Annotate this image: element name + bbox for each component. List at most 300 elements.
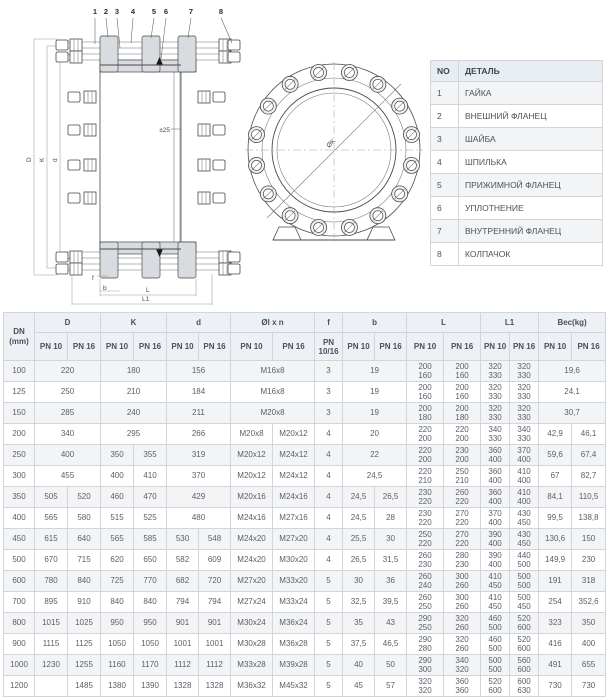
header-row-groups — [4, 313, 606, 333]
table-cell: 500 450 — [510, 592, 539, 613]
table-cell: 615 — [35, 529, 68, 550]
table-row — [4, 571, 606, 592]
table-cell: 40 — [343, 655, 375, 676]
table-cell: 24,5 — [343, 508, 375, 529]
table-cell: 200 180 — [407, 403, 444, 424]
side-view-drawing — [4, 2, 242, 310]
table-cell: 582 — [167, 550, 199, 571]
table-cell: 480 — [167, 508, 231, 529]
table-cell: 840 — [134, 592, 167, 613]
header-row-pn — [4, 333, 606, 361]
pn-subheader: PN 16 — [68, 333, 101, 361]
bolt-circle-label: ØK — [325, 137, 338, 150]
table-cell: 794 — [167, 592, 199, 613]
table-cell: 352,6 — [572, 592, 606, 613]
pn-subheader: PN 16 — [572, 333, 606, 361]
table-row — [4, 508, 606, 529]
table-cell: 525 — [134, 508, 167, 529]
table-cell: 285 — [35, 403, 101, 424]
pn-subheader: PN 16 — [273, 333, 315, 361]
table-cell: 220 — [35, 361, 101, 382]
top-flange-assembly — [62, 36, 234, 72]
column-header: Вес(kg) — [539, 313, 606, 333]
table-cell: 460 — [101, 487, 134, 508]
table-cell: 36 — [375, 571, 407, 592]
table-cell: 500 — [4, 550, 35, 571]
table-cell: M36x24 — [273, 613, 315, 634]
table-cell: 500 500 — [481, 655, 510, 676]
table-cell: 254 — [539, 592, 572, 613]
table-cell: 585 — [134, 529, 167, 550]
table-cell: 82,7 — [572, 466, 606, 487]
table-cell: M24x16 — [231, 508, 273, 529]
pn-subheader: PN 10 — [167, 333, 199, 361]
pn-subheader: PN 16 — [444, 333, 481, 361]
table-cell: 149,9 — [539, 550, 572, 571]
table-cell: 360 400 — [481, 466, 510, 487]
table-cell: M16x8 — [231, 382, 315, 403]
table-cell: 340 330 — [510, 424, 539, 445]
part-number: 3 — [431, 128, 459, 151]
table-cell: 180 — [101, 361, 167, 382]
table-cell: 410 400 — [510, 487, 539, 508]
table-cell: 130,6 — [539, 529, 572, 550]
table-cell: 600 630 — [510, 676, 539, 697]
table-cell: 730 — [539, 676, 572, 697]
table-cell: 470 — [134, 487, 167, 508]
table-cell: 901 — [167, 613, 199, 634]
table-row — [4, 361, 606, 382]
table-cell: 491 — [539, 655, 572, 676]
table-cell: 200 180 — [444, 403, 481, 424]
table-cell: 1125 — [68, 634, 101, 655]
table-cell: 200 — [4, 424, 35, 445]
table-cell: 26,5 — [375, 487, 407, 508]
dim-label-d: d — [52, 158, 59, 162]
part-number: 2 — [431, 105, 459, 128]
table-cell: 450 — [4, 529, 35, 550]
table-cell: 211 — [167, 403, 231, 424]
table-cell: 26,5 — [343, 550, 375, 571]
table-cell: 1050 — [134, 634, 167, 655]
dim-label-L: L — [146, 287, 150, 294]
table-cell: 320 320 — [407, 676, 444, 697]
table-cell: 350 — [572, 613, 606, 634]
front-view-drawing — [243, 60, 427, 244]
table-cell: 560 600 — [510, 655, 539, 676]
parts-row — [431, 220, 603, 243]
table-cell: 430 450 — [510, 508, 539, 529]
table-cell: 320 260 — [444, 613, 481, 634]
table-row — [4, 550, 606, 571]
table-cell: 370 400 — [510, 445, 539, 466]
part-number: 4 — [431, 151, 459, 174]
table-cell: 220 200 — [407, 424, 444, 445]
table-row — [4, 634, 606, 655]
table-cell: 1001 — [199, 634, 231, 655]
table-cell: 410 400 — [510, 466, 539, 487]
table-cell: 35 — [343, 613, 375, 634]
table-cell: 370 — [167, 466, 231, 487]
table-cell: 400 — [35, 445, 101, 466]
table-cell: 390 400 — [481, 550, 510, 571]
part-name: ПРИЖИМНОЙ ФЛАНЕЦ — [459, 174, 603, 197]
table-cell: 67,4 — [572, 445, 606, 466]
table-cell: M45x32 — [273, 676, 315, 697]
table-cell: 125 — [4, 382, 35, 403]
table-cell: M33x20 — [273, 571, 315, 592]
table-cell: 200 160 — [444, 361, 481, 382]
table-cell: 682 — [167, 571, 199, 592]
table-cell: 4 — [315, 529, 343, 550]
table-cell: 50 — [375, 655, 407, 676]
pressure-flange — [142, 242, 160, 278]
pn-subheader: PN 16 — [375, 333, 407, 361]
column-header: Øl x n — [231, 313, 315, 333]
table-cell: 3 — [315, 361, 343, 382]
pn-subheader: PN 10 — [407, 333, 444, 361]
table-cell: M20x8 — [231, 403, 315, 424]
table-cell: 100 — [4, 361, 35, 382]
table-cell: 30 — [375, 529, 407, 550]
table-cell: 1050 — [101, 634, 134, 655]
table-cell: 200 160 — [407, 382, 444, 403]
table-cell: 390 400 — [481, 529, 510, 550]
table-row — [4, 613, 606, 634]
table-cell: 4 — [315, 424, 343, 445]
column-header: f — [315, 313, 343, 333]
table-cell: 350 — [101, 445, 134, 466]
dim-label-b: b — [103, 285, 107, 292]
table-cell: 31,5 — [375, 550, 407, 571]
pressure-flange — [142, 36, 160, 72]
table-cell: 455 — [35, 466, 101, 487]
table-cell: 3 — [315, 403, 343, 424]
table-cell: 1230 — [35, 655, 68, 676]
table-cell: 5 — [315, 571, 343, 592]
table-cell: 1170 — [134, 655, 167, 676]
table-cell: 725 — [101, 571, 134, 592]
table-cell: 250 — [4, 445, 35, 466]
table-cell: 1255 — [68, 655, 101, 676]
table-cell: 1115 — [35, 634, 68, 655]
dim-label-L1: L1 — [142, 296, 150, 303]
table-cell: 901 — [199, 613, 231, 634]
table-cell: 5 — [315, 592, 343, 613]
table-cell: 950 — [134, 613, 167, 634]
gap-label: ±25 — [159, 127, 170, 134]
table-cell: 1015 — [35, 613, 68, 634]
callout-3: 3 — [114, 7, 120, 16]
column-header: DN (mm) — [4, 313, 35, 361]
table-cell: 290 300 — [407, 655, 444, 676]
table-cell: 290 250 — [407, 613, 444, 634]
table-row — [4, 529, 606, 550]
table-cell: M24x16 — [273, 487, 315, 508]
callout-7: 7 — [188, 7, 194, 16]
table-cell: 5 — [315, 676, 343, 697]
pn-subheader: PN 16 — [199, 333, 231, 361]
table-cell: M20x8 — [231, 424, 273, 445]
callout-4: 4 — [130, 7, 136, 16]
table-cell: 39,5 — [375, 592, 407, 613]
table-cell: 1200 — [4, 676, 35, 697]
table-cell: M16x8 — [231, 361, 315, 382]
callout-6: 6 — [163, 7, 169, 16]
table-cell: 250 220 — [407, 529, 444, 550]
table-cell: M24x12 — [273, 466, 315, 487]
table-cell: 300 — [4, 466, 35, 487]
table-cell: 24,5 — [343, 487, 375, 508]
table-cell: 4 — [315, 487, 343, 508]
table-cell: 565 — [35, 508, 68, 529]
parts-list-table — [430, 60, 603, 266]
table-cell: 320 330 — [510, 403, 539, 424]
table-cell: 250 — [35, 382, 101, 403]
table-cell: 640 — [68, 529, 101, 550]
table-cell: 138,8 — [572, 508, 606, 529]
table-cell: M36x32 — [231, 676, 273, 697]
table-cell: 1112 — [167, 655, 199, 676]
table-cell: M20x12 — [231, 466, 273, 487]
table-cell: 220 200 — [407, 445, 444, 466]
table-cell: 410 450 — [481, 592, 510, 613]
table-cell: 266 — [167, 424, 231, 445]
part-name: ВНУТРЕННИЙ ФЛАНЕЦ — [459, 220, 603, 243]
table-cell: 84,1 — [539, 487, 572, 508]
table-cell: M36x28 — [273, 634, 315, 655]
table-cell: M27x20 — [231, 571, 273, 592]
table-cell: 580 — [68, 508, 101, 529]
table-cell: 323 — [539, 613, 572, 634]
outer-flange — [100, 36, 118, 72]
part-name: УПЛОТНЕНИЕ — [459, 197, 603, 220]
table-cell: 670 — [35, 550, 68, 571]
table-cell: 220 210 — [407, 466, 444, 487]
table-cell: 5 — [315, 634, 343, 655]
table-cell: 1025 — [68, 613, 101, 634]
table-cell: 210 — [101, 382, 167, 403]
table-cell: 460 500 — [481, 613, 510, 634]
table-cell: 150 — [4, 403, 35, 424]
pn-subheader: PN 16 — [134, 333, 167, 361]
part-number: 6 — [431, 197, 459, 220]
table-cell: M20x12 — [231, 445, 273, 466]
table-cell: 350 — [4, 487, 35, 508]
table-cell: 355 — [134, 445, 167, 466]
table-cell: 1380 — [101, 676, 134, 697]
callout-5: 5 — [151, 7, 157, 16]
table-cell: 609 — [199, 550, 231, 571]
pn-subheader: PN 10 — [231, 333, 273, 361]
table-cell: 4 — [315, 466, 343, 487]
table-cell: 5 — [315, 613, 343, 634]
table-cell: 1160 — [101, 655, 134, 676]
table-cell: 400 — [101, 466, 134, 487]
table-cell: 320 260 — [444, 634, 481, 655]
column-header: D — [35, 313, 101, 333]
parts-header-no: NO — [431, 61, 459, 82]
parts-row — [431, 128, 603, 151]
pipe-body — [100, 65, 181, 249]
table-cell: 500 500 — [510, 571, 539, 592]
inner-flange — [178, 242, 196, 278]
table-cell: 800 — [4, 613, 35, 634]
table-cell: 156 — [167, 361, 231, 382]
table-cell: 20 — [343, 424, 407, 445]
table-cell: M30x28 — [231, 634, 273, 655]
part-number: 5 — [431, 174, 459, 197]
table-cell: 360 400 — [481, 445, 510, 466]
table-cell: 30,7 — [539, 403, 606, 424]
table-cell: M24x20 — [231, 529, 273, 550]
dimension-lines-bottom — [72, 274, 212, 305]
bottom-flange-assembly — [62, 242, 234, 278]
table-cell: 900 — [4, 634, 35, 655]
table-cell: 840 — [101, 592, 134, 613]
table-cell: 715 — [68, 550, 101, 571]
table-cell: 19 — [343, 361, 407, 382]
table-cell: 410 450 — [481, 571, 510, 592]
column-header: d — [167, 313, 231, 333]
table-row — [4, 445, 606, 466]
table-cell: 320 330 — [510, 382, 539, 403]
table-cell: 620 — [101, 550, 134, 571]
table-cell: 22 — [343, 445, 407, 466]
table-cell: M33x24 — [273, 592, 315, 613]
table-cell: 600 — [4, 571, 35, 592]
table-cell: 1000 — [4, 655, 35, 676]
table-cell: 260 230 — [407, 550, 444, 571]
table-cell: 184 — [167, 382, 231, 403]
table-cell: 548 — [199, 529, 231, 550]
table-cell: 230 220 — [407, 487, 444, 508]
table-cell: 1485 — [68, 676, 101, 697]
dim-label-D: D — [26, 157, 33, 162]
table-cell: 25,5 — [343, 529, 375, 550]
table-row — [4, 592, 606, 613]
table-cell: 32,5 — [343, 592, 375, 613]
table-cell: 320 330 — [481, 361, 510, 382]
table-cell: 42,9 — [539, 424, 572, 445]
table-row — [4, 403, 606, 424]
table-cell: 515 — [101, 508, 134, 529]
table-cell: 200 160 — [444, 382, 481, 403]
table-cell: 1001 — [167, 634, 199, 655]
table-cell: 650 — [134, 550, 167, 571]
part-name: КОЛПАЧОК — [459, 243, 603, 266]
table-cell: 320 330 — [510, 361, 539, 382]
table-cell: 24,5 — [343, 466, 407, 487]
table-cell: 280 230 — [444, 550, 481, 571]
table-cell: 46,5 — [375, 634, 407, 655]
part-name: ШАЙБА — [459, 128, 603, 151]
table-cell: 429 — [167, 487, 231, 508]
table-cell: 910 — [68, 592, 101, 613]
table-cell: 24,1 — [539, 382, 606, 403]
table-cell: 319 — [167, 445, 231, 466]
table-cell: 780 — [35, 571, 68, 592]
table-cell: M33x28 — [231, 655, 273, 676]
table-cell: 340 — [35, 424, 101, 445]
table-cell: 19 — [343, 382, 407, 403]
table-cell: 191 — [539, 571, 572, 592]
column-header: K — [101, 313, 167, 333]
dimension-lines-left — [26, 39, 72, 275]
table-cell: 43 — [375, 613, 407, 634]
pn-subheader: PN 10 — [101, 333, 134, 361]
part-number: 7 — [431, 220, 459, 243]
table-cell: 360 400 — [481, 487, 510, 508]
callout-2: 2 — [103, 7, 109, 16]
table-cell: M24x20 — [231, 550, 273, 571]
table-cell: 730 — [572, 676, 606, 697]
table-cell: 5 — [315, 655, 343, 676]
table-cell: 295 — [101, 424, 167, 445]
table-cell: M27x20 — [273, 529, 315, 550]
table-cell: 400 — [572, 634, 606, 655]
table-cell: 19,6 — [539, 361, 606, 382]
outer-flange — [100, 242, 118, 278]
table-cell: 19 — [343, 403, 407, 424]
table-cell: 250 210 — [444, 466, 481, 487]
pn-subheader: PN 10 — [343, 333, 375, 361]
table-cell: 270 220 — [444, 529, 481, 550]
dim-label-K: K — [39, 157, 46, 162]
part-name: ВНЕШНИЙ ФЛАНЕЦ — [459, 105, 603, 128]
table-cell: 520 600 — [481, 676, 510, 697]
table-cell: 520 — [68, 487, 101, 508]
parts-header-detail: ДЕТАЛЬ — [459, 61, 603, 82]
table-cell: 37,5 — [343, 634, 375, 655]
table-cell: 1328 — [167, 676, 199, 697]
part-name: ГАЙКА — [459, 82, 603, 105]
table-cell: 1112 — [199, 655, 231, 676]
table-cell: 895 — [35, 592, 68, 613]
table-cell: 460 500 — [481, 634, 510, 655]
table-cell: 67 — [539, 466, 572, 487]
table-cell: 520 600 — [510, 613, 539, 634]
pn-subheader: PN 10 — [481, 333, 510, 361]
table-cell: 950 — [101, 613, 134, 634]
table-cell: 300 260 — [444, 571, 481, 592]
table-cell: 230 220 — [407, 508, 444, 529]
table-cell: 505 — [35, 487, 68, 508]
table-cell: 4 — [315, 508, 343, 529]
callout-1: 1 — [92, 7, 98, 16]
table-cell: 260 250 — [407, 592, 444, 613]
table-cell — [35, 676, 68, 697]
table-cell: 720 — [199, 571, 231, 592]
table-row — [4, 382, 606, 403]
table-cell: 230 200 — [444, 445, 481, 466]
pn-subheader: PN 16 — [510, 333, 539, 361]
table-cell: 340 330 — [481, 424, 510, 445]
column-header: L1 — [481, 313, 539, 333]
table-cell: 520 600 — [510, 634, 539, 655]
table-cell: 700 — [4, 592, 35, 613]
dim-label-f: f — [92, 275, 94, 282]
table-cell: 318 — [572, 571, 606, 592]
parts-row — [431, 197, 603, 220]
table-cell: M24x12 — [273, 445, 315, 466]
table-row — [4, 655, 606, 676]
parts-row — [431, 82, 603, 105]
table-cell: 220 200 — [444, 424, 481, 445]
table-cell: 1390 — [134, 676, 167, 697]
table-cell: 430 450 — [510, 529, 539, 550]
table-cell: 416 — [539, 634, 572, 655]
